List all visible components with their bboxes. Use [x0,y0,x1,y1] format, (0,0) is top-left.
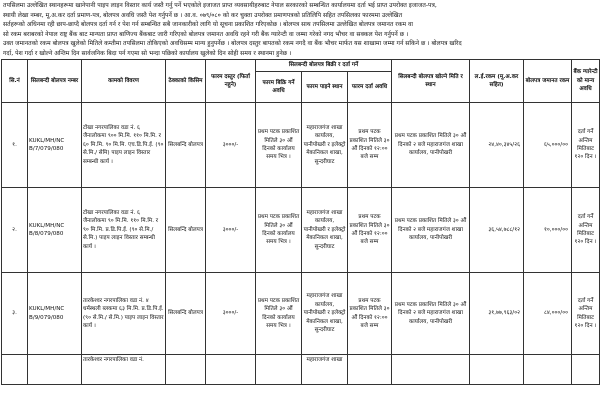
col-place: फारम पाइने स्थान [302,72,348,103]
cell-sn: २. [2,188,28,273]
intro-line: तपसिलमा उल्लेखित स्थानहरूमा खानेपानी पाइप लाइन विस्तार कार्य जस्तै गर्नु पर्ने भएकोले इजाजत प्राप्त व्यवसायीहरुबाट नेपाल सरकारको सम्बन्धित कार्यालयमा दर्ता भई प्राप्त उपरोक्त इजाजत-पत्र, [3,2,437,9]
intro-line: गर्दा, पेश गर्दा र खोल्ने अन्तिम दिन सार्वजनिक बिदा पर्न गएमा सो भन्दा पछिको कार्यालय खुलेको दिन सोही समय र स्थानमा हुनेछ । [3,49,292,57]
cell-sn [2,355,28,385]
table-row [2,355,600,385]
cell-fee: ३०००/- [206,103,256,188]
cell-guarantee [524,355,572,385]
table-row [2,273,600,355]
cell-validity: दर्ता गर्ने अन्तिम मितिबाट १२० दिन । [572,273,600,355]
table-row [2,103,600,188]
intro-line: सर्तहरूको अधिनमा रही छाप-छाप्दै बोलपत्र दर्ता गर्न र पेश गर्न सम्बन्धित सबै जानकारीको लागि यो सूचना प्रकाशित गरिएकोछ । बोलपत्र साथ तपसिलमा उल्लेखित बोलपत्र जमानत रकम वा [3,21,413,29]
cell-contract-type: सिलबन्दि बोलपत्र [166,103,206,188]
cell-work: टोखा नगरपालिका वडा नं. ६ जैनालोकमा ९०० मि.मि. ११० मि.मि. र ६० मि.मि. ९० मि.मि. एच.डि.पि.ई. (९० से.मि./ सेमि) पाइप लाइन विस्तार सम्बन्धी कार्य । [82,103,166,188]
table-row [2,188,600,273]
cell-fee: ३०००/- [206,273,256,355]
cell-sn: ३. [2,273,28,355]
cell-fee [206,355,256,385]
cell-work: टोखा नगरपालिका वडा नं. ६ जैनालोकमा ९० मि.मि. ११० मि.मि. र ९० मि.मि. प्र.डि.पि.ई. (९० से.मि./ से.मि.) पाइप लाइन विस्तार सम्बन्धी कार्य । [82,188,166,273]
cell-sale-date: प्रथम पटक प्रकाशित मितिले ३० औं दिनको कार्यालय समय भित्र । [256,103,302,188]
cell-estimate: ३१,७७,९६३/०२ [470,273,524,355]
col-guarantee: बोलपत्र जमानत रकम [524,60,572,103]
notice-intro [0,0,600,59]
cell-bid-no: KUKL/MH/NC B/7/079/080 [28,103,82,188]
col-sale-date: फारम बिक्रि गर्ने अवधि [256,72,302,103]
cell-open: प्रथम पटक प्रकाशित मितिले ३० औं दिनको २ बजे महाराजगंज शाखा कार्यालय, पानीपोखरी [392,273,470,355]
cell-contract-type: सिलबन्दि बोलपत्र [166,188,206,273]
cell-validity [572,355,600,385]
cell-place: महाराजगंज शाखा कार्यालय, पानीपोखरी र इलेक्ट्रो मेकानिकल शाखा, सुन्दरीघाट [302,273,348,355]
table-header [2,60,600,103]
cell-bid-no: KUKL/MH/NC B/8/079/080 [28,188,82,273]
cell-submit: प्रथम पटक प्रकाशित मितिले ३० औं दिनको १२:०० बजे सम्म [348,103,392,188]
cell-estimate: ३६,५४,७८८/१२ [470,188,524,273]
col-work: कामको विवरण [82,60,166,103]
cell-estimate: २४,४०,३४५/२६ [470,103,524,188]
cell-validity: दर्ता गर्ने अन्तिम मितिबाट १२० दिन । [572,103,600,188]
cell-work: तारकेश्वर नगरपालिका वडा नं. [82,355,166,385]
cell-guarantee: १०,०००/०० [524,188,572,273]
col-fee: फारम दस्तुर (फिर्ता नहुने) [206,60,256,103]
tender-table [1,59,600,385]
col-sn: सि.नं [2,60,28,103]
cell-sale-date: प्रथम पटक प्रकाशित मितिले ३० औं दिनको कार्यालय समय भित्र । [256,273,302,355]
cell-sale-date [256,355,302,385]
cell-submit [348,355,392,385]
cell-open: प्रथम पटक प्रकाशित मितिले ३० औं दिनको २ बजे महाराजगंज शाखा कार्यालय, पानीपोखरी [392,188,470,273]
cell-validity: दर्ता गर्ने अन्तिम मितिबाट १२० दिन । [572,188,600,273]
cell-place: महाराजगंज शाखा कार्यालय, पानीपोखरी र इलेक्ट्रो मेकानिकल शाखा, सुन्दरीघाट [302,188,348,273]
cell-sale-date: प्रथम पटक प्रकाशित मितिले ३० औं दिनको कार्यालय समय भित्र । [256,188,302,273]
col-validity: बैंक ग्यारेन्टी को मान्य अवधि [572,60,600,103]
cell-sn: १. [2,103,28,188]
cell-estimate [470,355,524,385]
cell-place: महाराजगंज शाखा कार्यालय, पानीपोखरी र इलेक्ट्रो मेकानिकल शाखा, सुन्दरीघाट [302,103,348,188]
cell-contract-type [166,355,206,385]
cell-contract-type: सिलबन्दि बोलपत्र [166,273,206,355]
cell-submit: प्रथम पटक प्रकाशित मितिले ३० औं दिनको १२:०० बजे सम्म [348,188,392,273]
col-group-sale-submit: सिलबन्दी बोलपत्र बिक्री र दर्ता गर्ने [256,60,392,72]
cell-place: महाराजगंज शाखा [302,355,348,385]
col-open: सिलबन्दी बोलपत्र खोल्ने मिति र स्थान [392,60,470,103]
cell-work: तारकेश्वर नगरपालिका वडा नं. ४ धर्मस्थली ब्लकमा ६३ मि.मि. प्र.डि.पि.ई. (९० से.मि./ से.मि.) पाइप लाइन विस्तार कार्य । [82,273,166,355]
intro-line: सो रकम बराबरको नेपाल राष्ट्र बैंक बाट मान्यता प्राप्त बाणिज्य बैंकबाट जारी गरिएको बोलपत्र जमानत अवधि रहने गरी बैंक ग्यारेन्टी वा जम्मा गरेको नगद भौचर वा सक्कल पेश गर्नुपर्ने छ । [3,30,409,38]
cell-fee: ३०००/- [206,188,256,273]
col-bid-no: सिलबन्दी बोलपत्र नम्बर [28,60,82,103]
cell-bid-no: KUKL/MH/NC B/9/079/080 [28,273,82,355]
col-contract-type: ठेक्काको किसिम [166,60,206,103]
cell-guarantee: ८४,०००/०० [524,273,572,355]
col-submit: फारम दर्ता अवधि [348,72,392,103]
cell-open [392,355,470,385]
intro-line: स्थायी लेखा नम्बर, मू.अ.कर दर्ता प्रमाण-पत्र, बोलपत्र अवधि जस्तै पेश गर्नुपर्ने छ । आ.व. ०७९/०८० को कर चुक्ता उपरोक्त प्रमाणपत्रको प्रतिलिपि सहित तपसिलका फारममा उल्लेखित [3,11,403,19]
cell-bid-no [28,355,82,385]
col-estimate: ल.ई.रकम (मू.अ.कर सहित) [470,60,524,103]
cell-submit: प्रथम पटक प्रकाशित मितिले ३० औं दिनको १२:०० बजे सम्म [348,273,392,355]
cell-open: प्रथम पटक प्रकाशित मितिले ३० औं दिनको २ बजे महाराजगंज शाखा कार्यालय, पानीपोखरी [392,103,470,188]
cell-guarantee: ६५,०००/०० [524,103,572,188]
intro-line: उक्त जमानतको रकम बोलपत्र खुलेको मितिले कम्तीमा तपसिलमा तोकिएको अवधिसम्म मान्य हुनुपर्नेछ । बोलपत्र दस्तुर बापतको रकम नगदै वा बैंक भौचर मार्फत यस शाखामा जम्मा गर्न सकिने छ । बोलपत्र खरिद [3,40,462,48]
